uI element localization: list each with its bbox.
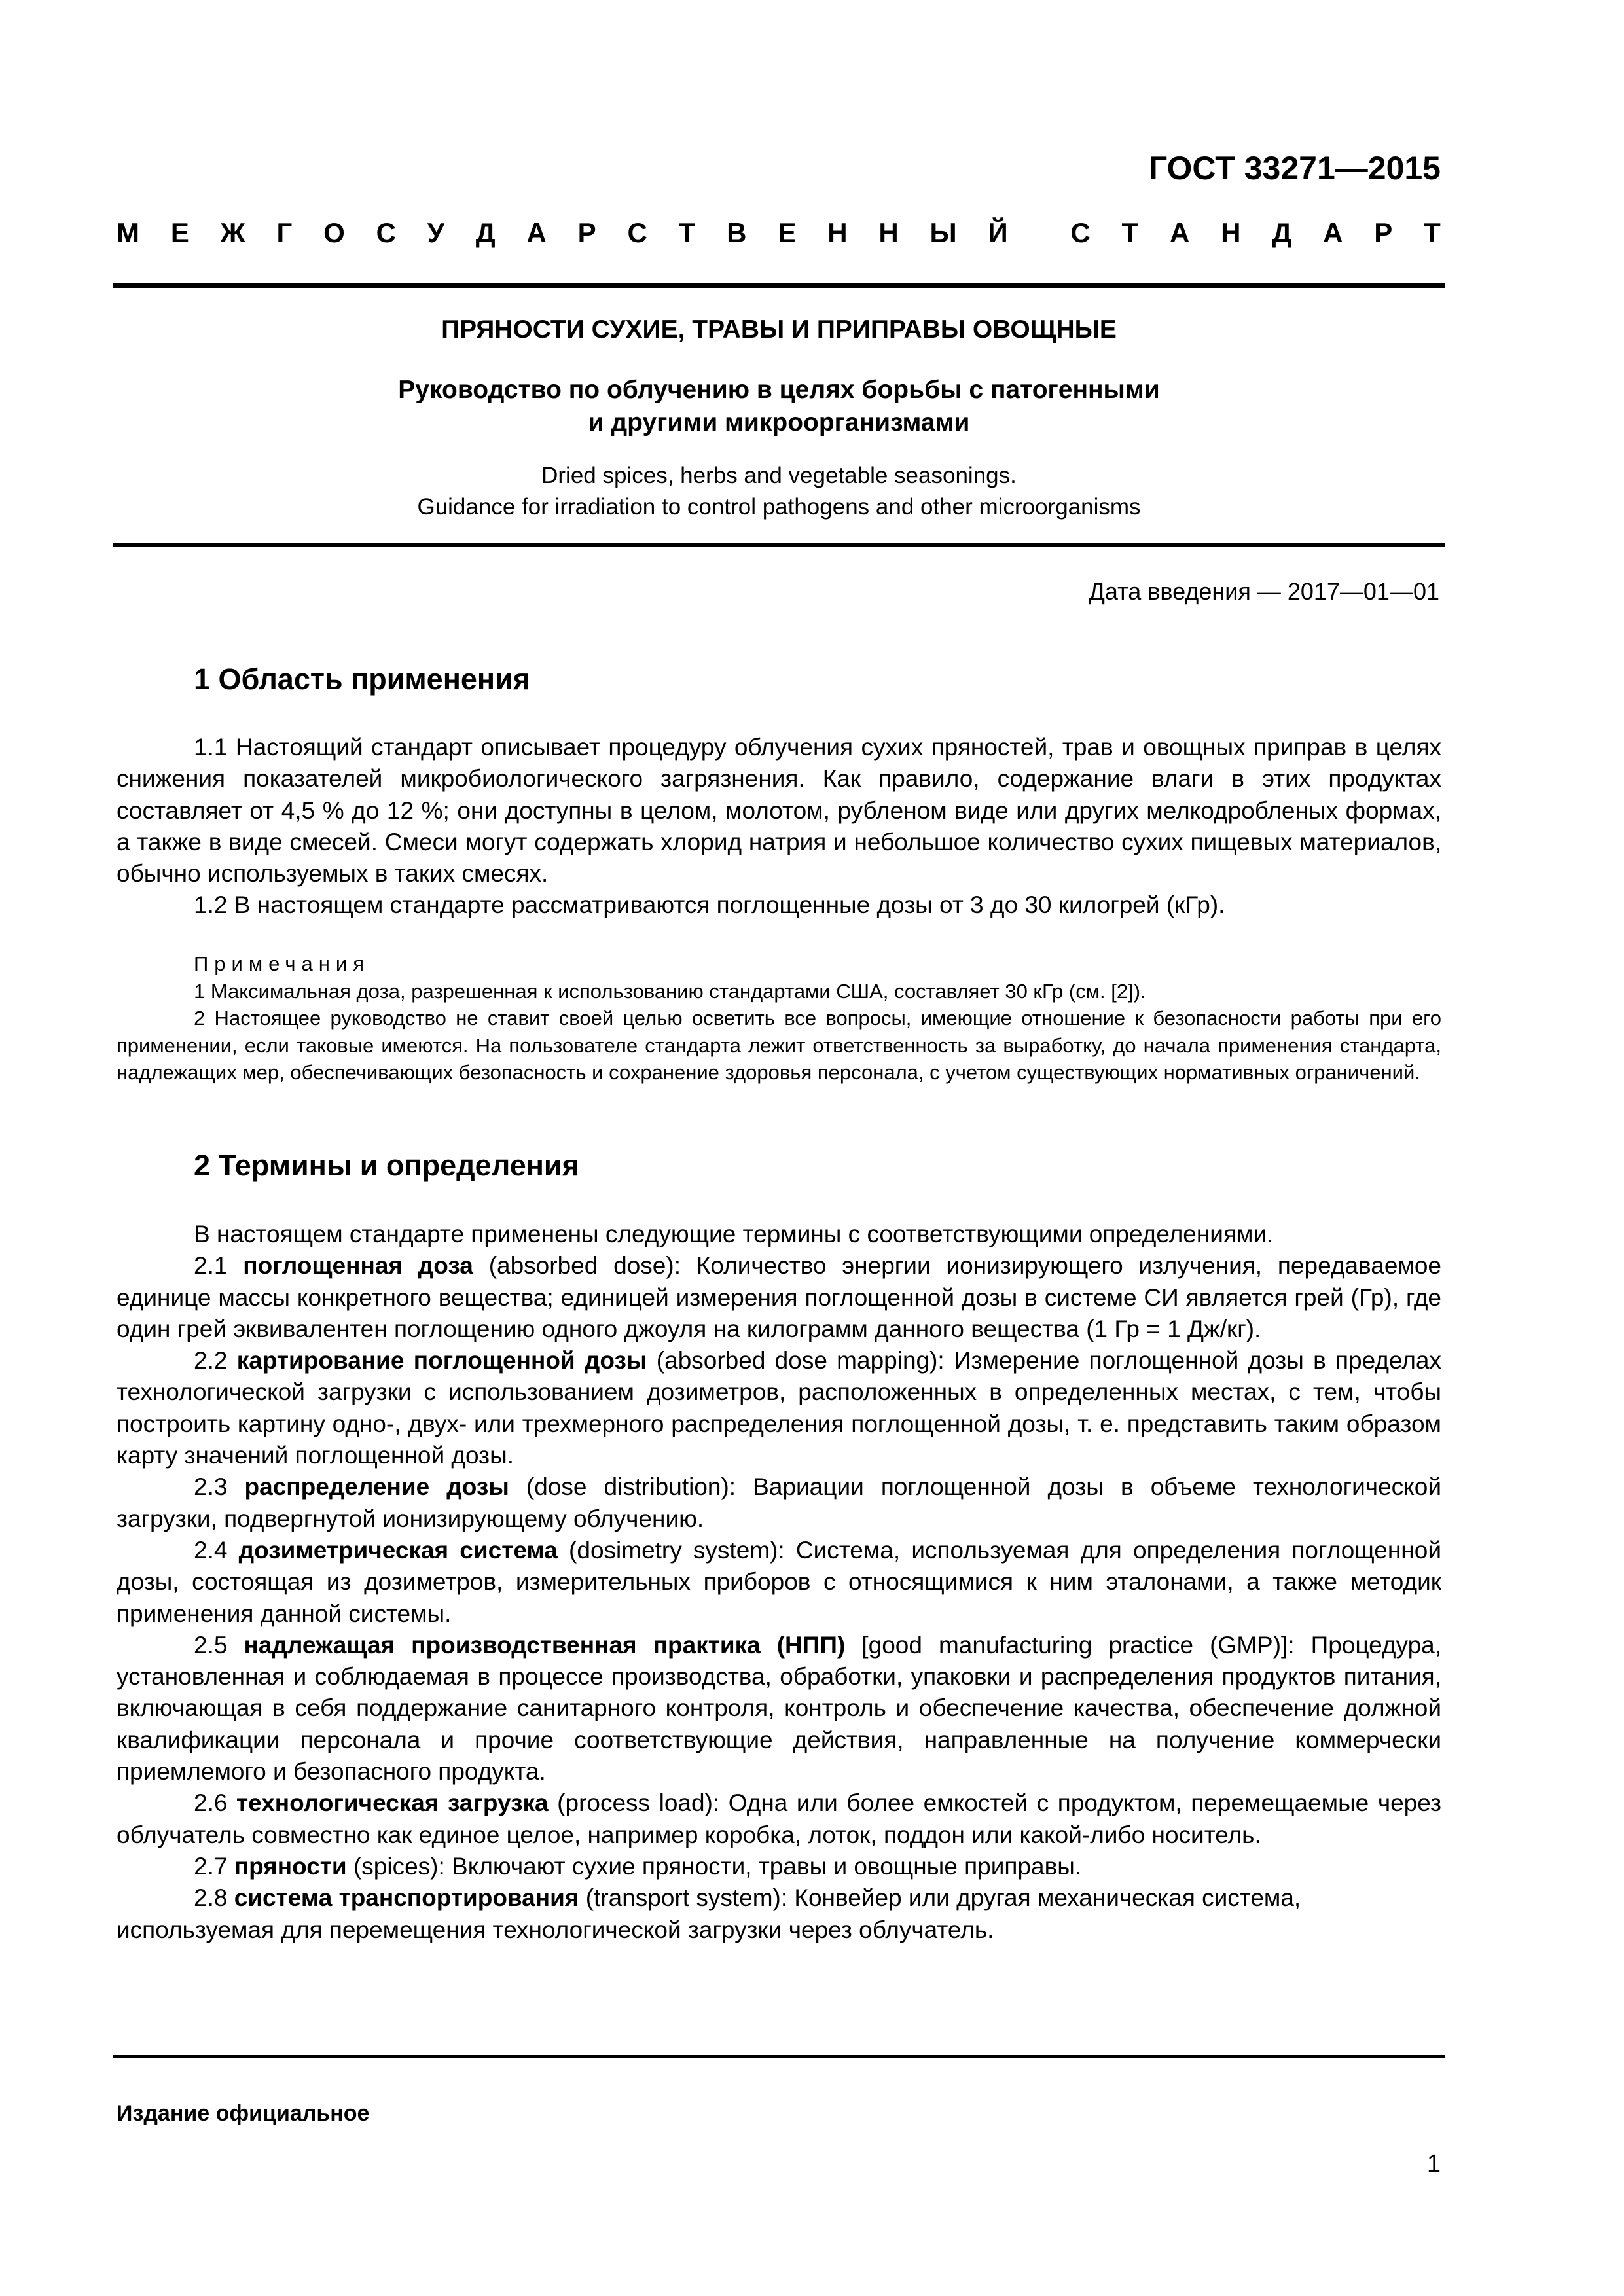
edition-label: Издание официальное xyxy=(117,2101,370,2126)
category-letter: Ы xyxy=(929,217,957,248)
term-definition xyxy=(117,1471,1441,1535)
category-letter: Е xyxy=(778,217,797,248)
term-text: (absorbed dose mapping): Измерение поглощенной дозы в пределах технологической загрузки с использованием дозиметров, расположенных в определенных местах, с тем, чтобы построить картину одно-, двух- или трехмерного распределения поглощенной дозы, т. е. представить таким образом карту значений поглощенной дозы. xyxy=(117,1347,1442,1469)
document-title: ПРЯНОСТИ СУХИЕ, ТРАВЫ И ПРИПРАВЫ ОВОЩНЫЕ xyxy=(441,315,1117,344)
term-name: картирование поглощенной дозы xyxy=(236,1347,647,1374)
term-number: 2.6 xyxy=(194,1789,228,1817)
term-text: (absorbed dose): Количество энергии ионизирующего излучения, передаваемое единице массы конкретного вещества; единицей измерения поглощенной дозы в системе СИ является грей (Гр), где один грей эквивалентен поглощению одного джоуля на килограмм данного вещества (1 Гр = 1 Дж/кг). xyxy=(117,1252,1442,1342)
category-letter: Н xyxy=(827,217,848,248)
term-number: 2.4 xyxy=(194,1536,228,1564)
category-letter: Т xyxy=(1424,217,1441,248)
terms-intro: В настоящем стандарте применены следующие термины с соответствующими определениями. xyxy=(194,1221,1274,1247)
category-letter: С xyxy=(627,217,647,248)
term-name: надлежащая производственная практика (НПП) xyxy=(244,1631,846,1659)
term-definition xyxy=(117,1630,1441,1787)
subtitle-line-2: и другими микроорганизмами xyxy=(588,408,970,437)
term-text: [good manufacturing practice (GMP)]: Процедура, установленная и соблюдаемая в процессе производства, обработки, упаковки и распределения продуктов питания, включающая в себя поддержание санитарного контроля, контроль и обеспечение качества, обеспечение должной квалификации персонала и прочие соответствующие действия, направленные на получение коммерчески приемлемого и безопасного продукта. xyxy=(117,1631,1442,1785)
category-letter: Д xyxy=(1272,217,1292,248)
standard-category-line xyxy=(117,217,1441,249)
footer-rule xyxy=(113,2055,1445,2058)
subtitle-line-1: Руководство по облучению в целях борьбы с патогенными xyxy=(398,376,1160,404)
category-letter: Й xyxy=(988,217,1008,248)
category-letter: Е xyxy=(170,217,189,248)
term-definition xyxy=(117,1882,1441,1946)
section-2-body xyxy=(117,1219,1441,1946)
term-definition xyxy=(117,1535,1441,1630)
category-letter: А xyxy=(1169,217,1190,248)
section-1-heading: 1 Область применения xyxy=(194,662,531,696)
section-2-heading: 2 Термины и определения xyxy=(194,1149,579,1182)
title-bottom-rule xyxy=(113,543,1445,547)
term-definition xyxy=(117,1345,1441,1471)
term-name: поглощенная доза xyxy=(243,1252,473,1280)
top-rule xyxy=(113,283,1445,288)
term-text: (transport system): Конвейер или другая механическая система, используемая для перемещения технологической загрузки через облучатель. xyxy=(117,1884,1301,1943)
category-letter: С xyxy=(1070,217,1091,248)
notes-block xyxy=(117,950,1441,1086)
category-letter: Г xyxy=(276,217,293,248)
introduction-date: Дата введения — 2017—01—01 xyxy=(1089,578,1439,605)
term-definition xyxy=(117,1851,1441,1882)
term-number: 2.7 xyxy=(194,1852,228,1880)
notes-heading: Примечания xyxy=(194,952,370,975)
category-letter: А xyxy=(1323,217,1343,248)
category-letter: С xyxy=(376,217,396,248)
category-letter: А xyxy=(526,217,547,248)
category-letter: Т xyxy=(678,217,696,248)
category-letter: Р xyxy=(1374,217,1393,248)
category-letter: Н xyxy=(878,217,899,248)
term-number: 2.5 xyxy=(194,1631,228,1659)
english-title-line-2: Guidance for irradiation to control pathogens and other microorganisms xyxy=(417,494,1141,520)
category-letter: М xyxy=(117,217,139,248)
page-number: 1 xyxy=(1426,2150,1441,2178)
english-title-line-1: Dried spices, herbs and vegetable seasonings. xyxy=(541,463,1017,488)
paragraph-1-2: 1.2 В настоящем стандарте рассматриваются поглощенные дозы от 3 до 30 килогрей (кГр). xyxy=(194,891,1225,919)
term-name: система транспортирования xyxy=(234,1884,579,1912)
term-number: 2.3 xyxy=(194,1473,228,1501)
term-text: (dose distribution): Вариации поглощенной дозы в объеме технологической загрузки, подвергнутой ионизирующему облучению. xyxy=(117,1473,1441,1532)
category-letter: Т xyxy=(1121,217,1139,248)
category-letter: Ж xyxy=(220,217,245,248)
term-text: (spices): Включают сухие пряности, травы и овощные приправы. xyxy=(346,1852,1082,1880)
term-definition xyxy=(117,1250,1441,1345)
term-name: технологическая загрузка xyxy=(236,1789,549,1817)
note-2: 2 Настоящее руководство не ставит своей целью осветить все вопросы, имеющие отношение к безопасности работы при его применении, если таковые имеются. На пользователе стандарта лежит ответственность за выработку, до начала применения стандарта, надлежащих мер, обеспечивающих безопасность и сохранение здоровья персонала, с учетом существующих нормативных ограничений. xyxy=(117,1007,1441,1084)
term-text: (dosimetry system): Система, используемая для определения поглощенной дозы, состоящая из дозиметров, измерительных приборов с относящимися к ним эталонами, а также методик применения данной системы. xyxy=(117,1536,1441,1627)
category-letter: Н xyxy=(1221,217,1241,248)
term-text: (process load): Одна или более емкостей с продуктом, перемещаемые через облучатель совместно как единое целое, например коробка, лоток, поддон или какой-либо носитель. xyxy=(117,1789,1441,1848)
english-title xyxy=(113,460,1445,523)
term-name: пряности xyxy=(234,1852,347,1880)
category-letter: В xyxy=(727,217,747,248)
term-number: 2.1 xyxy=(194,1252,228,1280)
term-number: 2.2 xyxy=(194,1347,228,1374)
category-letter: О xyxy=(323,217,345,248)
category-letter: У xyxy=(427,217,444,248)
term-name: дозиметрическая система xyxy=(238,1536,558,1564)
document-subtitle xyxy=(113,374,1445,439)
term-number: 2.8 xyxy=(194,1884,228,1912)
note-1: 1 Максимальная доза, разрешенная к использованию стандартами США, составляет 30 кГр (см. [2]). xyxy=(194,979,1146,1003)
term-definition xyxy=(117,1787,1441,1851)
document-number: ГОСТ 33271—2015 xyxy=(1148,150,1441,187)
category-letter: Д xyxy=(475,217,496,248)
section-1-body xyxy=(117,732,1441,922)
paragraph-1-1: 1.1 Настоящий стандарт описывает процедуру облучения сухих пряностей, трав и овощных приправ в целях снижения показателей микробиологического загрязнения. Как правило, содержание влаги в этих продуктах составляет от 4,5 % до 12 %; они доступны в целом, молотом, рубленом виде или других мелкодробленых формах, а также в виде смесей. Смеси могут содержать хлорид натрия и небольшое количество сухих пищевых материалов, обычно используемых в таких смесях. xyxy=(117,734,1441,888)
term-name: распределение дозы xyxy=(244,1473,509,1501)
category-letter: Р xyxy=(577,217,596,248)
